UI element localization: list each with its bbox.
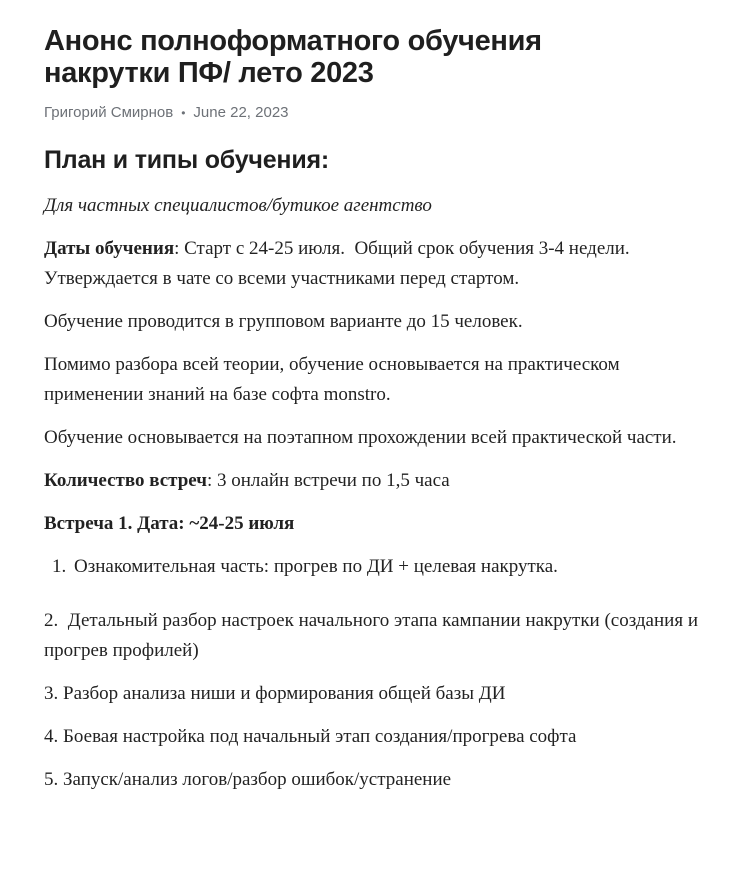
meeting1-list <box>44 552 720 582</box>
paragraph-practice: Помимо разбора всей теории, обучение основывается на практическом применении знаний на базе софта monstro. <box>44 354 625 405</box>
list-item-1: 1. Ознакомительная часть: прогрев по ДИ + целевая накрутка. <box>71 552 720 582</box>
paragraph-meetings-count <box>44 466 720 496</box>
section-heading: План и типы обучения: <box>44 146 330 174</box>
numbered-paragraph-2: 2. Детальный разбор настроек начального этапа кампании накрутки (создания и прогрев профилей) <box>44 610 703 661</box>
dates-text: : Старт с 24-25 июля. Общий срок обучения 3-4 недели. Утверждается в чате со всеми участниками перед стартом. <box>44 238 635 289</box>
byline <box>44 103 720 123</box>
numbered-paragraph-3: 3. Разбор анализа ниши и формирования общей базы ДИ <box>44 683 506 704</box>
paragraph-stages: Обучение основывается на поэтапном прохождении всей практической части. <box>44 427 677 448</box>
paragraph-group-format: Обучение проводится в групповом варианте до 15 человек. <box>44 311 523 332</box>
meeting1-heading: Встреча 1. Дата: ~24-25 июля <box>44 513 295 534</box>
meetings-text: : 3 онлайн встречи по 1,5 часа <box>206 470 450 491</box>
author-link[interactable]: Григорий Смирнов <box>44 104 174 121</box>
page-title: Анонс полноформатного обучения накрутки ПФ/ лето 2023 <box>44 25 542 89</box>
audience-note: Для частных специалистов/бутикое агентство <box>44 195 432 216</box>
paragraph-dates <box>44 234 720 294</box>
numbered-paragraph-5: 5. Запуск/анализ логов/разбор ошибок/устранение <box>44 769 452 790</box>
numbered-paragraph-4: 4. Боевая настройка под начальный этап создания/прогрева софта <box>44 726 577 747</box>
meetings-label: Количество встреч <box>44 470 207 491</box>
dates-label: Даты обучения <box>44 238 175 259</box>
byline-separator-dot: • <box>181 106 186 120</box>
publish-date: June 22, 2023 <box>193 104 289 121</box>
